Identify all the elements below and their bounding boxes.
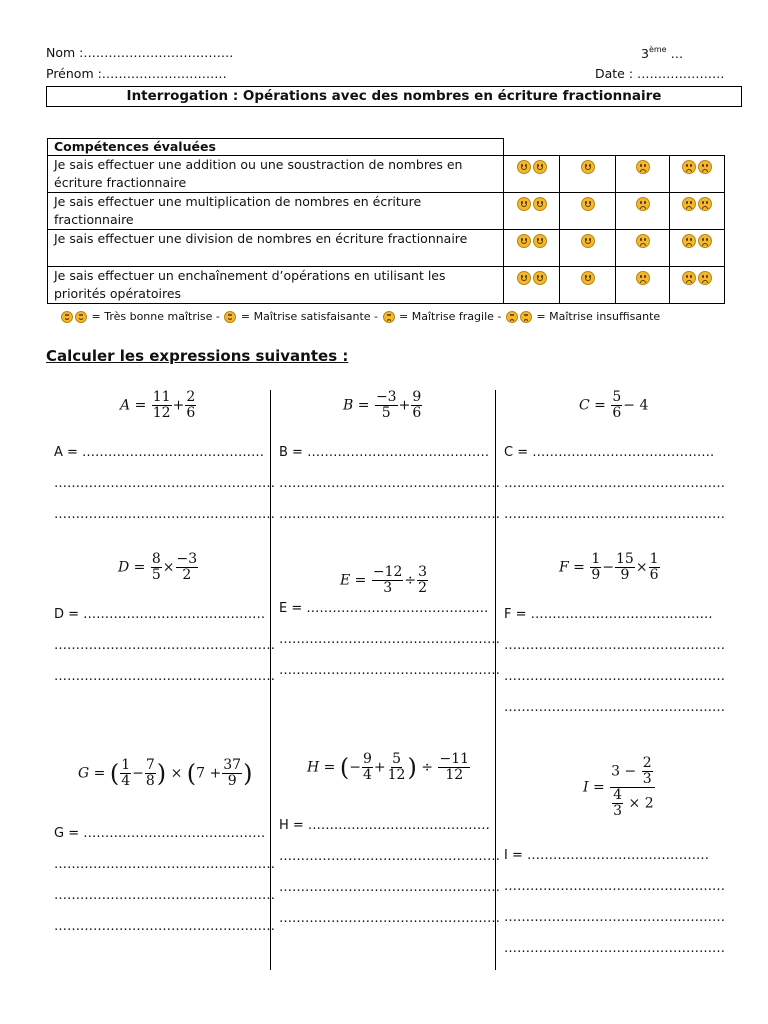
- answer-line-b[interactable]: B = ……………………………………: [279, 445, 490, 460]
- answer-line-g[interactable]: G = ……………………………………: [54, 826, 266, 841]
- answer-line[interactable]: ……………………………………………: [504, 638, 725, 653]
- rating-cell[interactable]: [616, 230, 670, 267]
- legend-insuffisante: = Maîtrise insuffisante: [536, 310, 661, 323]
- rating-cell[interactable]: [560, 230, 616, 267]
- answer-line[interactable]: ……………………………………………: [279, 632, 500, 647]
- answer-line[interactable]: ……………………………………………: [279, 476, 500, 491]
- rating-cell[interactable]: [670, 267, 725, 304]
- nom-field[interactable]: Nom :………………………………: [46, 45, 234, 60]
- answer-line[interactable]: ……………………………………………: [279, 507, 500, 522]
- answer-line[interactable]: ……………………………………………: [504, 669, 725, 684]
- smiley-happy-icon: [61, 311, 73, 323]
- smiley-sad-icon: [682, 160, 696, 174]
- smiley-happy-icon: [75, 311, 87, 323]
- legend-satisfaisante: = Maîtrise satisfaisante -: [240, 310, 379, 323]
- class-suffix: ème: [648, 45, 667, 54]
- answer-line[interactable]: ……………………………………………: [504, 879, 725, 894]
- date-field[interactable]: Date : …………………: [595, 66, 725, 81]
- smiley-happy-icon: [581, 234, 595, 248]
- answer-line[interactable]: ……………………………………………: [279, 663, 500, 678]
- smiley-happy-icon: [533, 160, 547, 174]
- smiley-happy-icon: [533, 234, 547, 248]
- class-level: [641, 45, 683, 61]
- expression-d: D = $\frac{8}{5}$ × $\frac{-3}{2}$: [118, 551, 198, 583]
- answer-line-d[interactable]: D = ……………………………………: [54, 607, 266, 622]
- rating-cell[interactable]: [560, 193, 616, 230]
- competence-text: Je sais effectuer une addition ou une soustraction de nombres en écriture fractionnaire: [48, 156, 504, 193]
- competences-table: [47, 138, 725, 304]
- answer-line[interactable]: ……………………………………………: [504, 700, 725, 715]
- answer-line-a[interactable]: A = ……………………………………: [54, 445, 265, 460]
- answer-line[interactable]: ……………………………………………: [504, 910, 725, 925]
- rating-cell[interactable]: [670, 156, 725, 193]
- rating-cell[interactable]: [504, 156, 560, 193]
- expression-f: F = $\frac{1}{9}$ − $\frac{15}{9}$ × $\frac{1}{6}$: [559, 551, 659, 583]
- answer-line-e[interactable]: E = ……………………………………: [279, 601, 489, 616]
- answer-line-c[interactable]: C = ……………………………………: [504, 445, 715, 460]
- smiley-sad-icon: [520, 311, 532, 323]
- smiley-happy-icon: [581, 197, 595, 211]
- expression-e: E = $\frac{-12}{3}$ ÷ $\frac{3}{2}$: [340, 564, 428, 596]
- answer-line[interactable]: ……………………………………………: [54, 638, 275, 653]
- rating-cell[interactable]: [670, 193, 725, 230]
- answer-line[interactable]: ……………………………………………: [54, 669, 275, 684]
- smiley-happy-icon: [581, 271, 595, 285]
- answer-line[interactable]: ……………………………………………: [54, 857, 275, 872]
- legend-tres-bonne: = Très bonne maîtrise -: [91, 310, 220, 323]
- expression-a: A = $\frac{11}{12}$ + $\frac{2}{6}$: [120, 389, 196, 421]
- expression-b: B = $\frac{-3}{5}$ + $\frac{9}{6}$: [343, 389, 422, 421]
- expression-h: H = (− $\frac{9}{4}$ + $\frac{5}{12}$ ) ÷ $\frac{-11}{12}$: [307, 751, 470, 783]
- answer-line[interactable]: ……………………………………………: [279, 911, 500, 926]
- expression-g: G = ( $\frac{1}{4}$ − $\frac{7}{8}$ ) × (7 + $\frac{37}{9}$ ): [78, 757, 253, 789]
- answer-line-h[interactable]: H = ……………………………………: [279, 818, 490, 833]
- answer-line[interactable]: ……………………………………………: [54, 919, 275, 934]
- class-number: 3: [641, 46, 649, 61]
- expression-c: C = $\frac{5}{6}$ − 4: [579, 389, 649, 421]
- page-title: Interrogation : Opérations avec des nombres en écriture fractionnaire: [46, 86, 742, 107]
- answer-line[interactable]: ……………………………………………: [504, 476, 725, 491]
- smiley-happy-icon: [581, 160, 595, 174]
- rating-cell[interactable]: [504, 193, 560, 230]
- prenom-field[interactable]: Prénom :…………………………: [46, 66, 227, 81]
- competence-row: [48, 267, 725, 304]
- rating-cell[interactable]: [560, 156, 616, 193]
- competence-row: [48, 230, 725, 267]
- answer-line[interactable]: ……………………………………………: [279, 880, 500, 895]
- rating-legend: [60, 310, 660, 323]
- competence-text: Je sais effectuer une division de nombres en écriture fractionnaire: [48, 230, 504, 267]
- smiley-sad-icon: [383, 311, 395, 323]
- smiley-sad-icon: [636, 271, 650, 285]
- answer-line-i[interactable]: I = ……………………………………: [504, 848, 709, 863]
- answer-line[interactable]: ……………………………………………: [54, 476, 275, 491]
- rating-cell[interactable]: [616, 193, 670, 230]
- smiley-happy-icon: [517, 197, 531, 211]
- smiley-sad-icon: [698, 160, 712, 174]
- smiley-sad-icon: [636, 234, 650, 248]
- smiley-happy-icon: [517, 234, 531, 248]
- smiley-sad-icon: [636, 197, 650, 211]
- competences-heading: Compétences évaluées: [48, 139, 504, 156]
- smiley-sad-icon: [682, 197, 696, 211]
- smiley-happy-icon: [533, 271, 547, 285]
- smiley-sad-icon: [506, 311, 518, 323]
- answer-line[interactable]: ……………………………………………: [504, 941, 725, 956]
- smiley-sad-icon: [636, 160, 650, 174]
- competence-row: [48, 156, 725, 193]
- smiley-sad-icon: [682, 234, 696, 248]
- smiley-happy-icon: [517, 160, 531, 174]
- smiley-happy-icon: [224, 311, 236, 323]
- answer-line[interactable]: ……………………………………………: [54, 888, 275, 903]
- smiley-happy-icon: [533, 197, 547, 211]
- answer-line[interactable]: ……………………………………………: [279, 849, 500, 864]
- smiley-sad-icon: [698, 197, 712, 211]
- expression-i: I = 3 − $\frac{2}{3}$ $\frac{4}{3}$ × 2: [583, 755, 654, 819]
- smiley-sad-icon: [682, 271, 696, 285]
- rating-cell[interactable]: [504, 267, 560, 304]
- competence-text: Je sais effectuer une multiplication de nombres en écriture fractionnaire: [48, 193, 504, 230]
- answer-line-f[interactable]: F = ……………………………………: [504, 607, 713, 622]
- smiley-happy-icon: [517, 271, 531, 285]
- legend-fragile: = Maîtrise fragile -: [399, 310, 502, 323]
- rating-cell[interactable]: [616, 267, 670, 304]
- rating-cell[interactable]: [504, 230, 560, 267]
- answer-line[interactable]: ……………………………………………: [504, 507, 725, 522]
- competence-row: [48, 193, 725, 230]
- smiley-sad-icon: [698, 271, 712, 285]
- rating-cell[interactable]: [670, 230, 725, 267]
- smiley-sad-icon: [698, 234, 712, 248]
- competence-text: Je sais effectuer un enchaînement d’opérations en utilisant les priorités opératoires: [48, 267, 504, 304]
- answer-line[interactable]: ……………………………………………: [54, 507, 275, 522]
- rating-cell[interactable]: [616, 156, 670, 193]
- rating-cell[interactable]: [560, 267, 616, 304]
- section-title: Calculer les expressions suivantes :: [46, 347, 349, 365]
- class-dots[interactable]: …: [670, 46, 684, 61]
